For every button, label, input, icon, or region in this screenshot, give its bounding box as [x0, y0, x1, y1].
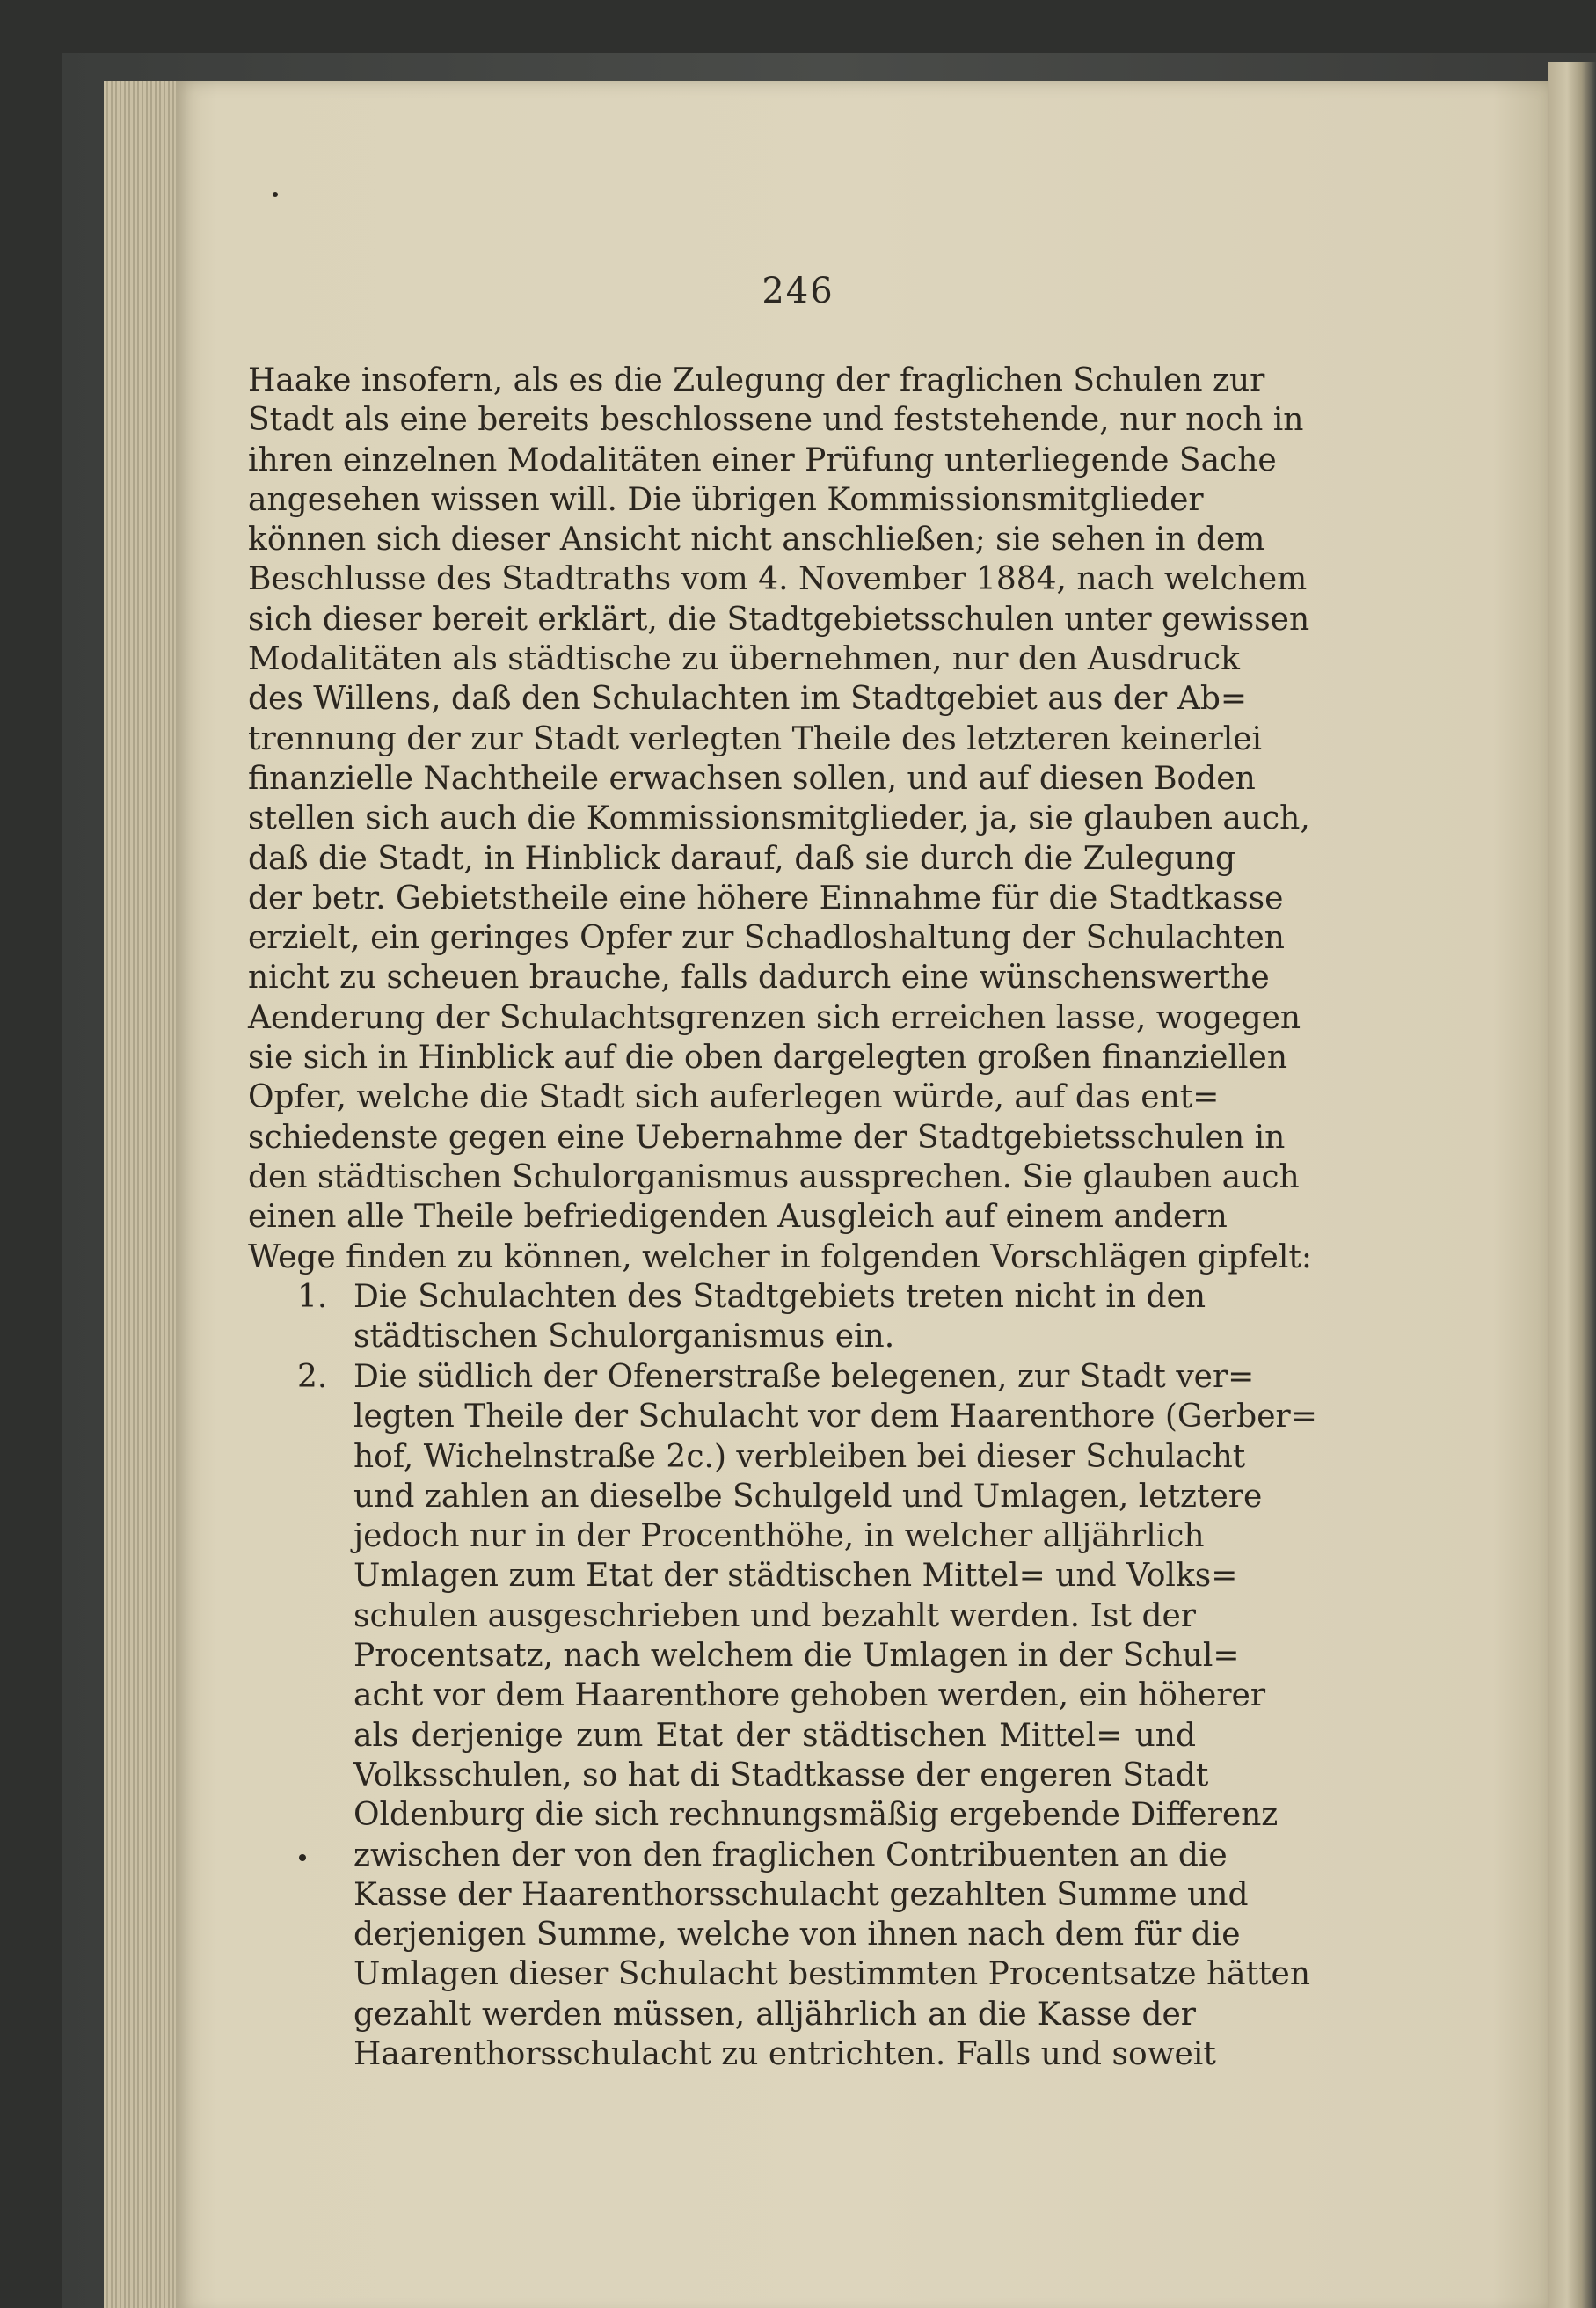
text-line: Aenderung der Schulachtsgrenzen sich erreichen lasse, wogegen — [248, 999, 1301, 1036]
text-line: Procentsatz, nach welchem die Umlagen in der Schul= — [353, 1638, 1240, 1675]
text-line: ihren einzelnen Modalitäten einer Prüfung unterliegende Sache — [248, 442, 1277, 478]
text-line: Opfer, welche die Stadt sich auferlegen würde, auf das ent= — [248, 1079, 1220, 1116]
text-line: des Willens, daß den Schulachten im Stadtgebiet aus der Ab= — [248, 681, 1248, 718]
text-line: schulen ausgeschrieben und bezahlt werden. Ist der — [353, 1597, 1196, 1634]
text-line: Die südlich der Ofenerstraße belegenen, zur Stadt ver= — [353, 1359, 1255, 1395]
text-line: sich dieser bereit erklärt, die Stadtgebietsschulen unter gewissen — [248, 601, 1310, 638]
text-line: finanzielle Nachtheile erwachsen sollen, und auf diesen Boden — [248, 760, 1256, 797]
text-line: Modalitäten als städtische zu übernehmen, nur den Ausdruck — [248, 641, 1240, 678]
text-line: legten Theile der Schulacht vor dem Haarenthore (Gerber= — [353, 1399, 1317, 1435]
text-line: als derjenige zum Etat der städtischen Mittel= und — [353, 1717, 1196, 1754]
text-line: und zahlen an dieselbe Schulgeld und Umlagen, letztere — [353, 1478, 1263, 1515]
text-line: den städtischen Schulorganismus aussprechen. Sie glauben auch — [248, 1158, 1300, 1195]
list-item-number: 2. — [297, 1359, 328, 1395]
ink-speck — [273, 192, 278, 197]
text-line: Haarenthorsschulacht zu entrichten. Falls und soweit — [353, 2036, 1216, 2073]
list-item-text — [353, 1277, 1206, 1357]
text-line: Volksschulen, so hat di Stadtkasse der engeren Stadt — [353, 1757, 1209, 1793]
text-line: jedoch nur in der Procenthöhe, in welcher alljährlich — [353, 1518, 1205, 1555]
text-line: gezahlt werden müssen, alljährlich an die Kasse der — [353, 1996, 1196, 2033]
text-line: hof, Wichelnstraße 2c.) verbleiben bei dieser Schulacht — [353, 1438, 1246, 1475]
text-line: daß die Stadt, in Hinblick darauf, daß sie durch die Zulegung — [248, 840, 1236, 877]
text-line: trennung der zur Stadt verlegten Theile des letzteren keinerlei — [248, 720, 1263, 757]
text-line: sie sich in Hinblick auf die oben dargelegten großen finanziellen — [248, 1040, 1288, 1077]
text-line: schiedenste gegen eine Uebernahme der Stadtgebietsschulen in — [248, 1119, 1286, 1156]
text-line: Die Schulachten des Stadtgebiets treten nicht in den — [353, 1279, 1206, 1315]
paragraph — [248, 361, 1312, 1277]
right-page-edge — [1548, 62, 1596, 2308]
list-item-number: 1. — [297, 1279, 328, 1315]
text-line: Beschlusse des Stadtraths vom 4. November 1884, nach welchem — [248, 561, 1308, 598]
ink-speck — [299, 1854, 306, 1861]
list-item-text — [353, 1357, 1317, 2074]
text-line: Stadt als eine bereits beschlossene und feststehende, nur noch in — [248, 402, 1304, 439]
text-line: Umlagen dieser Schulacht bestimmten Procentsatze hätten — [353, 1956, 1311, 1993]
text-line: Umlagen zum Etat der städtischen Mittel= und Volks= — [353, 1558, 1238, 1595]
text-line: können sich dieser Ansicht nicht anschließen; sie sehen in dem — [248, 522, 1265, 559]
text-line: der betr. Gebietstheile eine höhere Einnahme für die Stadtkasse — [248, 880, 1284, 917]
text-line: städtischen Schulorganismus ein. — [353, 1318, 895, 1355]
text-line: angesehen wissen will. Die übrigen Kommissionsmitglieder — [248, 481, 1204, 518]
page-number: 246 — [762, 271, 834, 311]
text-line: einen alle Theile befriedigenden Ausgleich auf einem andern — [248, 1199, 1228, 1236]
text-line: acht vor dem Haarenthore gehoben werden, ein höherer — [353, 1677, 1266, 1714]
text-line: nicht zu scheuen brauche, falls dadurch eine wünschenswerthe — [248, 960, 1270, 997]
text-line: Wege finden zu können, welcher in folgenden Vorschlägen gipfelt: — [248, 1238, 1312, 1275]
text-line: Kasse der Haarenthorsschulacht gezahlten Summe und — [353, 1876, 1249, 1913]
text-line: Oldenburg die sich rechnungsmäßig ergebende Differenz — [353, 1797, 1279, 1834]
text-line: zwischen der von den fraglichen Contribuenten an die — [353, 1837, 1228, 1873]
text-line: Haake insofern, als es die Zulegung der fraglichen Schulen zur — [248, 362, 1265, 398]
text-line: erzielt, ein geringes Opfer zur Schadloshaltung der Schulachten — [248, 920, 1285, 957]
text-line: stellen sich auch die Kommissionsmitglieder, ja, sie glauben auch, — [248, 800, 1310, 837]
text-line: derjenigen Summe, welche von ihnen nach dem für die — [353, 1917, 1241, 1954]
